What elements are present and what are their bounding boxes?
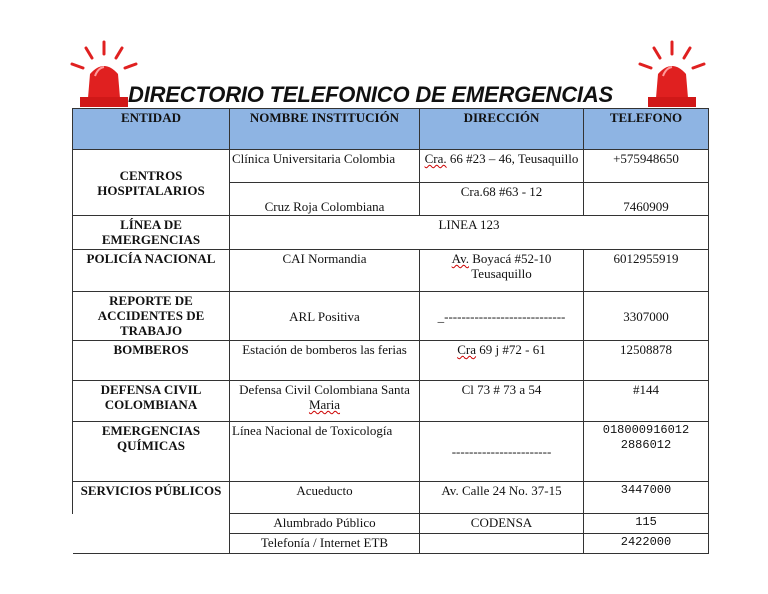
entidad-cell: BOMBEROS: [73, 341, 230, 381]
header-entidad: ENTIDAD: [73, 109, 230, 150]
entidad-cell: EMERGENCIAS QUÍMICAS: [73, 422, 230, 482]
table-row: [73, 422, 709, 482]
table-row: [73, 514, 709, 534]
table-header-row: [73, 109, 709, 150]
telefono-cell: 7460909: [584, 183, 709, 216]
direccion-cell: -----------------------: [420, 422, 584, 482]
table-row: [73, 250, 709, 292]
nombre-cell: Alumbrado Público: [230, 514, 420, 534]
nombre-cell: Cruz Roja Colombiana: [230, 183, 420, 216]
direccion-cell: Av. Calle 24 No. 37-15: [420, 482, 584, 514]
nombre-cell: Línea Nacional de Toxicología: [230, 422, 420, 482]
direccion-cell: Cra.68 #63 - 12: [420, 183, 584, 216]
header-nombre: NOMBRE INSTITUCIÓN: [230, 109, 420, 150]
table-row: [73, 341, 709, 381]
table-row: [73, 292, 709, 341]
direccion-cell: Cl 73 # 73 a 54: [420, 381, 584, 422]
direccion-cell: Cra. 66 #23 – 46, Teusaquillo: [420, 150, 584, 183]
table-row: [73, 150, 709, 183]
telefono-cell: 115: [584, 514, 709, 534]
page-title: DIRECTORIO TELEFONICO DE EMERGENCIAS: [128, 82, 613, 107]
telefono-cell: 3307000: [584, 292, 709, 341]
direccion-cell: _----------------------------: [420, 292, 584, 341]
nombre-cell: CAI Normandia: [230, 250, 420, 292]
table-row: [73, 482, 709, 514]
emergency-directory-table: [72, 108, 709, 554]
entidad-cell: SERVICIOS PÚBLICOS: [73, 482, 230, 514]
direccion-cell: [420, 534, 584, 554]
nombre-cell: Clínica Universitaria Colombia: [230, 150, 420, 183]
entidad-cell: LÍNEA DE EMERGENCIAS: [73, 216, 230, 250]
telefono-cell: 018000916012 2886012: [584, 422, 709, 482]
empty-cell: [73, 534, 230, 554]
nombre-cell: ARL Positiva: [230, 292, 420, 341]
nombre-cell: Defensa Civil Colombiana Santa Maria: [230, 381, 420, 422]
entidad-cell: POLICÍA NACIONAL: [73, 250, 230, 292]
nombre-cell: Acueducto: [230, 482, 420, 514]
header-direccion: DIRECCIÓN: [420, 109, 584, 150]
direccion-cell: Av. Boyacá #52-10 Teusaquillo: [420, 250, 584, 292]
direccion-cell: CODENSA: [420, 514, 584, 534]
telefono-cell: 3447000: [584, 482, 709, 514]
nombre-cell: Telefonía / Internet ETB: [230, 534, 420, 554]
entidad-cell: CENTROS HOSPITALARIOS: [73, 150, 230, 216]
telefono-cell: 12508878: [584, 341, 709, 381]
telefono-cell: #144: [584, 381, 709, 422]
telefono-cell: 6012955919: [584, 250, 709, 292]
entidad-cell: REPORTE DE ACCIDENTES DE TRABAJO: [73, 292, 230, 341]
linea-cell: LINEA 123: [230, 216, 709, 250]
telefono-cell: +575948650: [584, 150, 709, 183]
table-row: [73, 216, 709, 250]
nombre-cell: Estación de bomberos las ferias: [230, 341, 420, 381]
entidad-cell: DEFENSA CIVIL COLOMBIANA: [73, 381, 230, 422]
table-row: [73, 381, 709, 422]
header-telefono: TELEFONO: [584, 109, 709, 150]
direccion-cell: Cra 69 j #72 - 61: [420, 341, 584, 381]
empty-cell: [73, 514, 230, 534]
telefono-cell: 2422000: [584, 534, 709, 554]
table-row: [73, 534, 709, 554]
